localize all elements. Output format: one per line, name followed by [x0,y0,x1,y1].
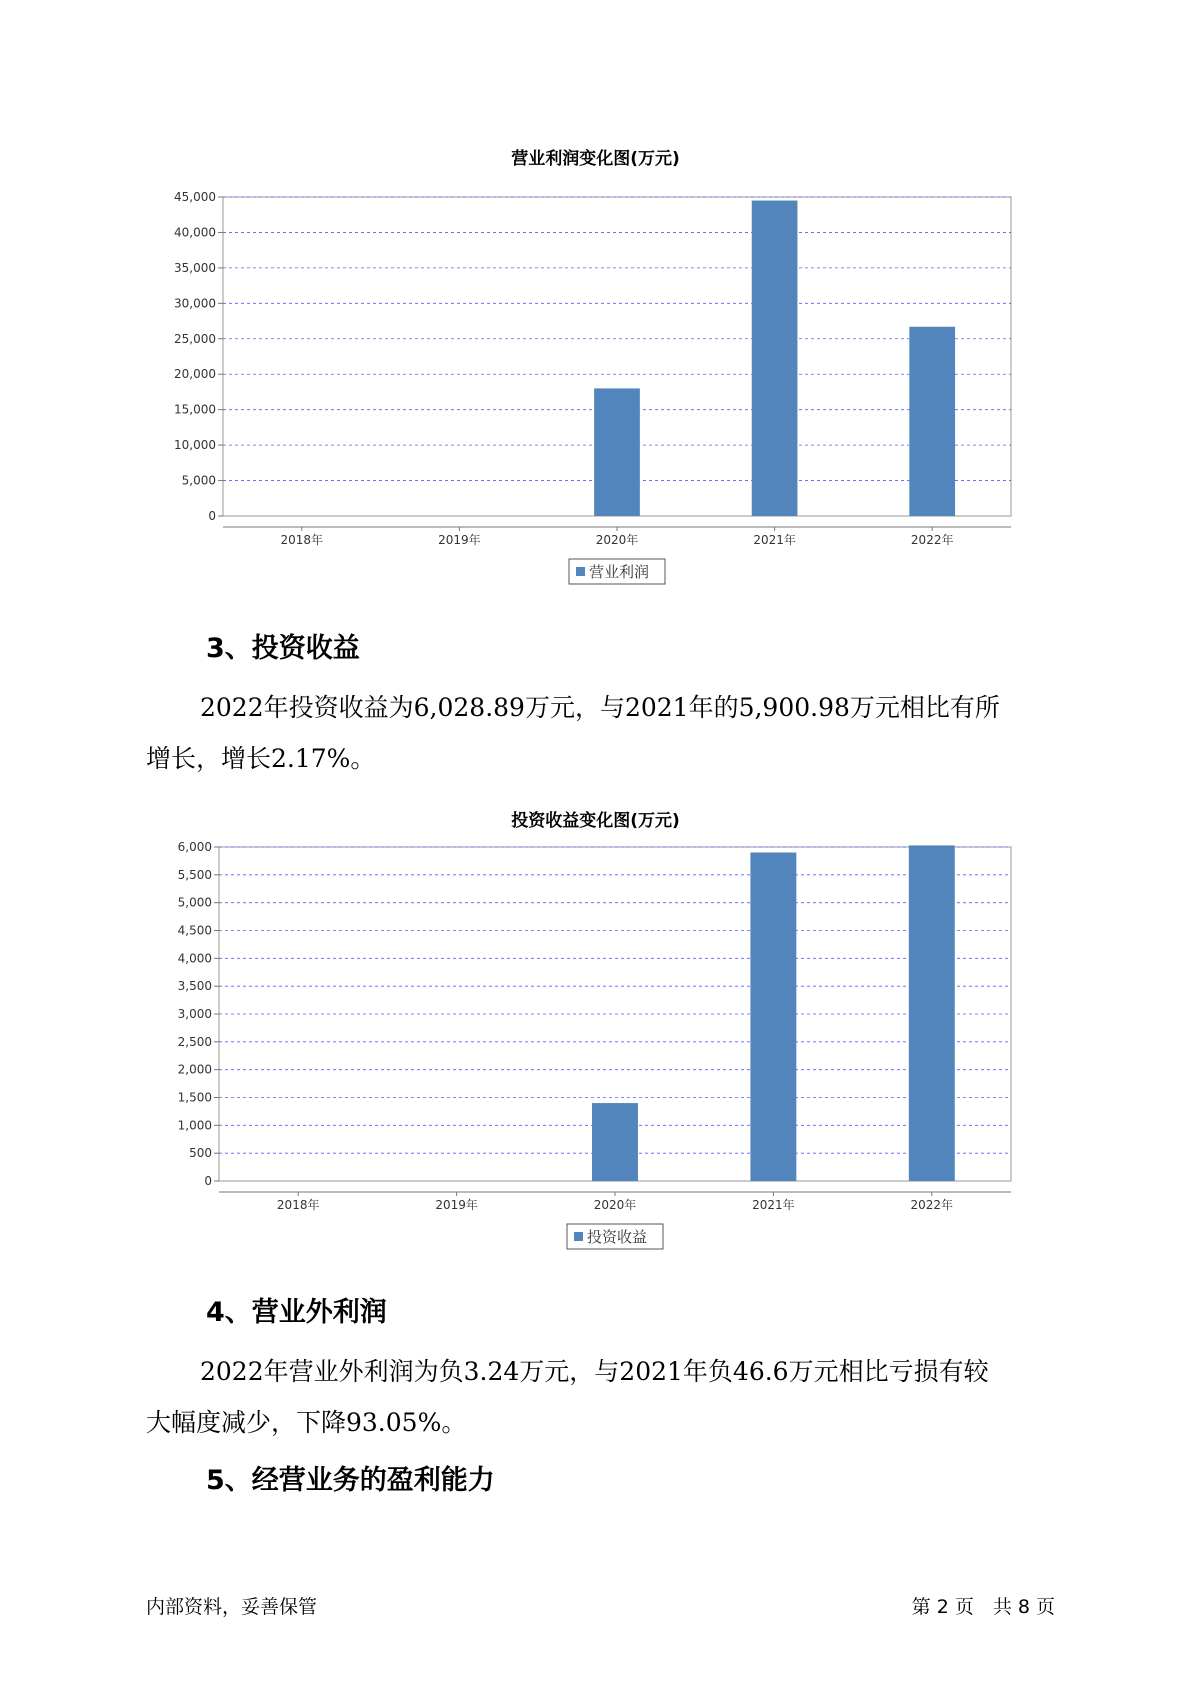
y-tick-label: 2,500 [177,1034,212,1049]
paragraph-line: 增长，增长2.17%。 [146,744,376,773]
y-tick-label: 0 [208,509,216,523]
legend-label: 投资收益 [587,1228,648,1246]
y-tick-label: 35,000 [174,260,216,275]
x-tick-label: 2018年 [276,1198,320,1212]
y-tick-label: 4,000 [177,951,212,966]
y-tick-label: 5,500 [177,867,212,882]
bar [909,845,955,1181]
y-tick-label: 25,000 [174,331,216,346]
y-tick-label: 500 [189,1146,212,1161]
paragraph-line: 2022年投资收益为6,028.89万元，与2021年的5,900.98万元相比有所 [200,693,1000,722]
x-tick-label: 2018年 [280,533,324,547]
x-tick-label: 2021年 [753,533,796,547]
legend [567,1224,663,1249]
x-tick-label: 2021年 [752,1198,795,1212]
bar [750,853,796,1181]
paragraph-investment-income [146,682,1046,784]
y-tick-label: 0 [204,1174,212,1188]
legend-label: 营业利润 [589,563,650,581]
x-tick-label: 2019年 [435,1198,478,1212]
paragraph-non-operating-profit [146,1346,1046,1448]
y-tick-label: 20,000 [174,367,216,382]
footer-page-number: 第 2 页 共 8 页 [911,1596,1055,1618]
x-tick-label: 2022年 [910,1198,954,1212]
paragraph-line: 大幅度减少，下降93.05%。 [146,1408,467,1437]
bar [592,1103,638,1181]
y-tick-label: 1,500 [177,1090,212,1105]
operating-profit-chart [0,170,1191,600]
legend [569,559,665,584]
legend-swatch [576,567,585,576]
legend-swatch [574,1232,583,1241]
footer-confidential-note: 内部资料，妥善保管 [146,1596,318,1618]
bar [752,201,798,516]
y-tick-label: 15,000 [174,402,216,417]
y-tick-label: 5,000 [177,895,212,910]
investment-income-chart [0,835,1191,1265]
section-heading-investment-income: 3、投资收益 [206,633,360,664]
x-tick-label: 2022年 [910,533,954,547]
y-tick-label: 10,000 [174,438,216,453]
section-heading-operating-profitability: 5、经营业务的盈利能力 [206,1465,495,1496]
x-tick-label: 2019年 [438,533,481,547]
x-tick-label: 2020年 [595,533,639,547]
paragraph-line: 2022年营业外利润为负3.24万元，与2021年负46.6万元相比亏损有较 [200,1357,989,1386]
y-tick-label: 6,000 [177,840,212,854]
bar [594,388,640,516]
y-tick-label: 3,000 [177,1007,212,1021]
chart-title-investment-income: 投资收益变化图(万元) [511,811,680,831]
y-tick-label: 45,000 [174,190,216,204]
y-tick-label: 2,000 [177,1062,212,1077]
y-tick-label: 4,500 [177,923,212,938]
y-tick-label: 5,000 [181,473,216,488]
chart-title-operating-profit: 营业利润变化图(万元) [511,149,680,169]
y-tick-label: 3,500 [177,979,212,994]
section-heading-non-operating-profit: 4、营业外利润 [206,1297,387,1328]
y-tick-label: 1,000 [177,1118,212,1133]
bar [909,327,955,516]
y-tick-label: 30,000 [174,296,216,311]
y-tick-label: 40,000 [174,225,216,240]
x-tick-label: 2020年 [593,1198,637,1212]
